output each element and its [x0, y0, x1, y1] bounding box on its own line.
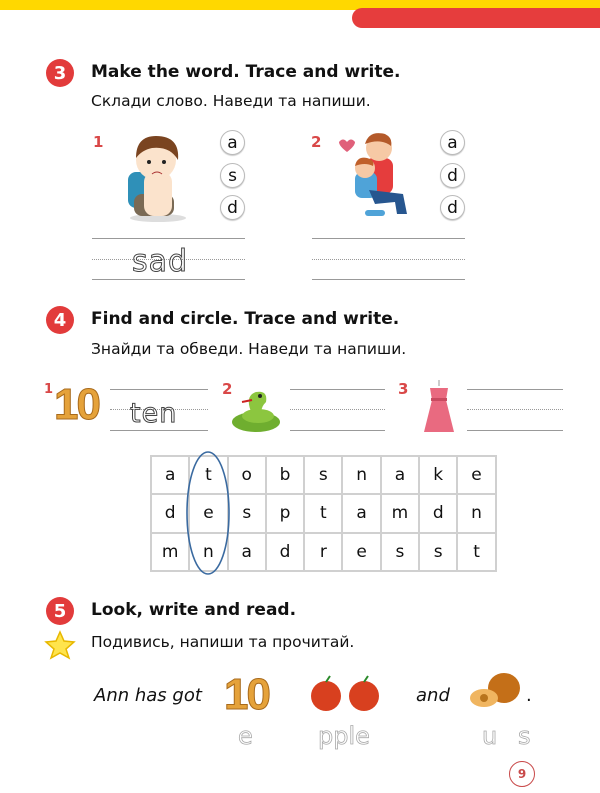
exercise-3-subtitle: Склади слово. Наведи та напиши.	[91, 92, 371, 110]
grid-cell[interactable]: e	[189, 494, 227, 532]
grid-cell[interactable]: p	[266, 494, 304, 532]
grid-cell[interactable]: r	[304, 533, 342, 571]
trace-word-sad: sad	[132, 244, 189, 279]
grid-cell[interactable]: k	[419, 456, 457, 494]
exercise-5-badge: 5	[46, 597, 74, 625]
trace-letters: e	[238, 722, 253, 750]
circled-word-ten	[180, 448, 240, 578]
item-number: 2	[311, 133, 322, 151]
writing-line-bottom[interactable]	[312, 279, 465, 280]
item-number: 1	[44, 382, 54, 397]
grid-cell[interactable]: o	[228, 456, 266, 494]
page-number: 9	[509, 761, 535, 787]
writing-line-bottom[interactable]	[467, 430, 563, 431]
top-red-bar	[352, 8, 600, 28]
word-and: and	[416, 685, 450, 706]
grid-cell[interactable]: d	[266, 533, 304, 571]
grid-cell[interactable]: t	[304, 494, 342, 532]
number-ten-picture: 10	[224, 670, 269, 719]
number-ten-picture: 10	[54, 380, 99, 429]
sad-boy-image	[122, 132, 190, 224]
exercise-3-title: Make the word. Trace and write.	[91, 62, 401, 82]
grid-cell[interactable]: t	[457, 533, 495, 571]
grid-cell[interactable]: t	[189, 456, 227, 494]
writing-line-mid[interactable]	[312, 259, 465, 260]
writing-line-top[interactable]	[467, 389, 563, 390]
letter-circle: a	[440, 130, 465, 155]
writing-line-top[interactable]	[312, 238, 465, 239]
sentence-start: Ann has got	[94, 685, 202, 706]
trace-letters: s	[518, 722, 531, 750]
apples-image	[306, 672, 386, 712]
exercise-4-title: Find and circle. Trace and write.	[91, 309, 400, 329]
item-number: 3	[398, 380, 409, 398]
grid-cell[interactable]: d	[151, 494, 189, 532]
grid-cell[interactable]: s	[419, 533, 457, 571]
item-number: 2	[222, 380, 233, 398]
star-icon	[44, 630, 76, 660]
item-number: 1	[93, 133, 104, 151]
letter-circle: d	[440, 195, 465, 220]
dress-image	[416, 378, 462, 436]
trace-letters: pple	[318, 722, 370, 750]
grid-cell[interactable]: e	[457, 456, 495, 494]
sentence-period: .	[526, 685, 532, 706]
grid-cell[interactable]: e	[342, 533, 380, 571]
grid-cell[interactable]: n	[457, 494, 495, 532]
letter-circle: d	[440, 163, 465, 188]
writing-line-top[interactable]	[290, 389, 385, 390]
grid-cell[interactable]: s	[228, 494, 266, 532]
nut-image	[468, 670, 524, 710]
grid-cell[interactable]: a	[151, 456, 189, 494]
grid-cell[interactable]: s	[381, 533, 419, 571]
trace-word-ten: ten	[130, 398, 178, 429]
grid-cell[interactable]: m	[151, 533, 189, 571]
exercise-4-badge: 4	[46, 306, 74, 334]
snake-image	[222, 386, 284, 434]
letter-circle: a	[220, 130, 245, 155]
exercise-3-badge: 3	[46, 59, 74, 87]
grid-cell[interactable]: a	[228, 533, 266, 571]
writing-line-mid[interactable]	[467, 409, 563, 410]
grid-cell[interactable]: m	[381, 494, 419, 532]
writing-line-top	[110, 389, 208, 390]
writing-line-bottom[interactable]	[290, 430, 385, 431]
grid-cell[interactable]: n	[342, 456, 380, 494]
letter-circle: s	[220, 163, 245, 188]
exercise-5-title: Look, write and read.	[91, 600, 297, 620]
trace-letters: u	[482, 722, 498, 750]
grid-cell[interactable]: a	[381, 456, 419, 494]
exercise-4-subtitle: Знайди та обведи. Наведи та напиши.	[91, 340, 407, 358]
grid-cell[interactable]: n	[189, 533, 227, 571]
grid-cell[interactable]: b	[266, 456, 304, 494]
writing-line-top	[92, 238, 245, 239]
letter-circle: d	[220, 195, 245, 220]
grid-cell[interactable]: s	[304, 456, 342, 494]
exercise-5-subtitle: Подивись, напиши та прочитай.	[91, 633, 355, 651]
grid-cell[interactable]: a	[342, 494, 380, 532]
dad-hug-image	[335, 130, 413, 222]
grid-cell[interactable]: d	[419, 494, 457, 532]
writing-line-mid[interactable]	[290, 409, 385, 410]
